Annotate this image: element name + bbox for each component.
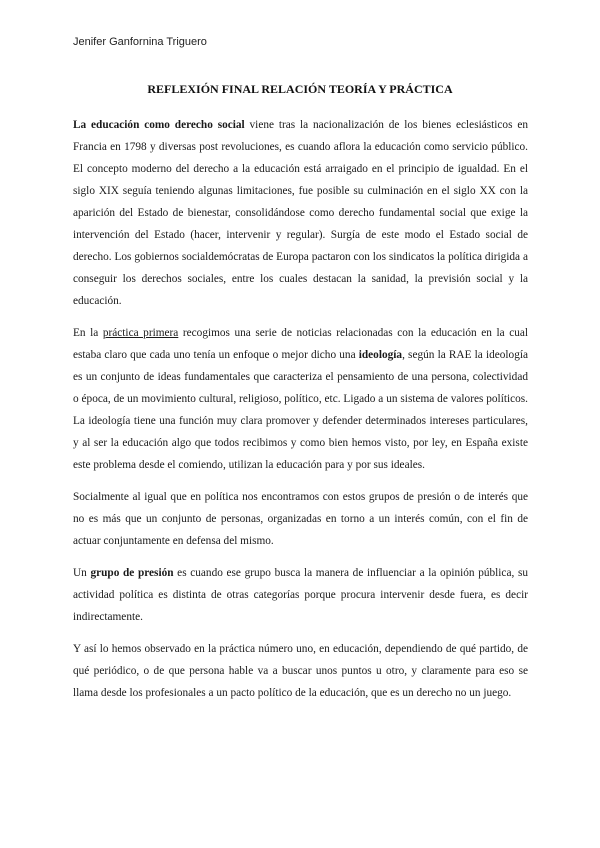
paragraph-conclusion xyxy=(73,638,528,704)
bold-term-grupo-presion: grupo de presión xyxy=(90,567,174,579)
paragraph-text: es cuando ese grupo busca la manera de influenciar a la opinión pública, su actividad política es distinta de otras categorías porque procura intervenir desde fuera, es decir indirectamente. xyxy=(73,567,528,623)
paragraph-text: En la xyxy=(73,327,103,339)
paragraph-grupo-presion-def xyxy=(73,562,528,628)
paragraph-text: Un xyxy=(73,567,91,579)
paragraph-text: recogimos una serie de noticias relacionadas con la educación en la cual estaba claro que cada uno tenía un enfoque o mejor dicho una xyxy=(73,327,529,361)
bold-term-derecho-social: La educación como derecho social xyxy=(73,119,245,131)
paragraph-ideologia xyxy=(73,322,528,476)
practica-primera-link[interactable]: práctica primera xyxy=(102,327,179,339)
author-name: Jenifer Ganfornina Triguero xyxy=(73,36,207,48)
paragraph-text: , según la RAE la ideología es un conjunto de ideas fundamentales que caracteriza el pensamiento de una persona, colectividad o época, de un movimiento cultural, religioso, político, etc. Ligado a un sistema de valores políticos. La ideología tiene una función muy clara promover y defender determinados intereses particulares, y al ser la educación algo que todos recibimos y como bien hemos visto, por ley, en España existe este problema desde el comiendo, utilizan la educación para y por sus ideales. xyxy=(73,349,528,471)
paragraph-derecho-social xyxy=(73,114,528,312)
bold-term-ideologia: ideología xyxy=(358,349,403,361)
document-title: REFLEXIÓN FINAL RELACIÓN TEORÍA Y PRÁCTICA xyxy=(147,82,453,96)
paragraph-text: Socialmente al igual que en política nos encontramos con estos grupos de presión o de interés que no es más que un conjunto de personas, organizadas en torno a un interés común, con el fin de actuar conjuntamente en defensa del mismo. xyxy=(73,491,528,547)
document-body xyxy=(73,114,528,714)
paragraph-text: viene tras la nacionalización de los bienes eclesiásticos en Francia en 1798 y diversas post revoluciones, es cuando aflora la educación como servicio público. El concepto moderno del derecho a la educación está arraigado en el principio de igualdad. En el siglo XIX seguía teniendo algunas limitaciones, fue posible su culminación en el siglo XX con la aparición del Estado de bienestar, consolidándose como derecho fundamental social que exige la intervención del Estado (hacer, intervenir y regular). Surgía de este modo el Estado social de derecho. Los gobiernos socialdemócratas de Europa pactaron con los sindicatos la política dirigida a conseguir los derechos sociales, entre los cuales destacan la sanidad, la previsión social y la educación. xyxy=(73,119,528,307)
paragraph-text: Y así lo hemos observado en la práctica número uno, en educación, dependiendo de qué partido, de qué periódico, o de que persona hable va a buscar unos puntos u otro, y claramente para eso se llama desde los profesionales a un pacto político de la educación, que es un derecho no un juego. xyxy=(73,643,528,699)
paragraph-grupos-presion xyxy=(73,486,528,552)
